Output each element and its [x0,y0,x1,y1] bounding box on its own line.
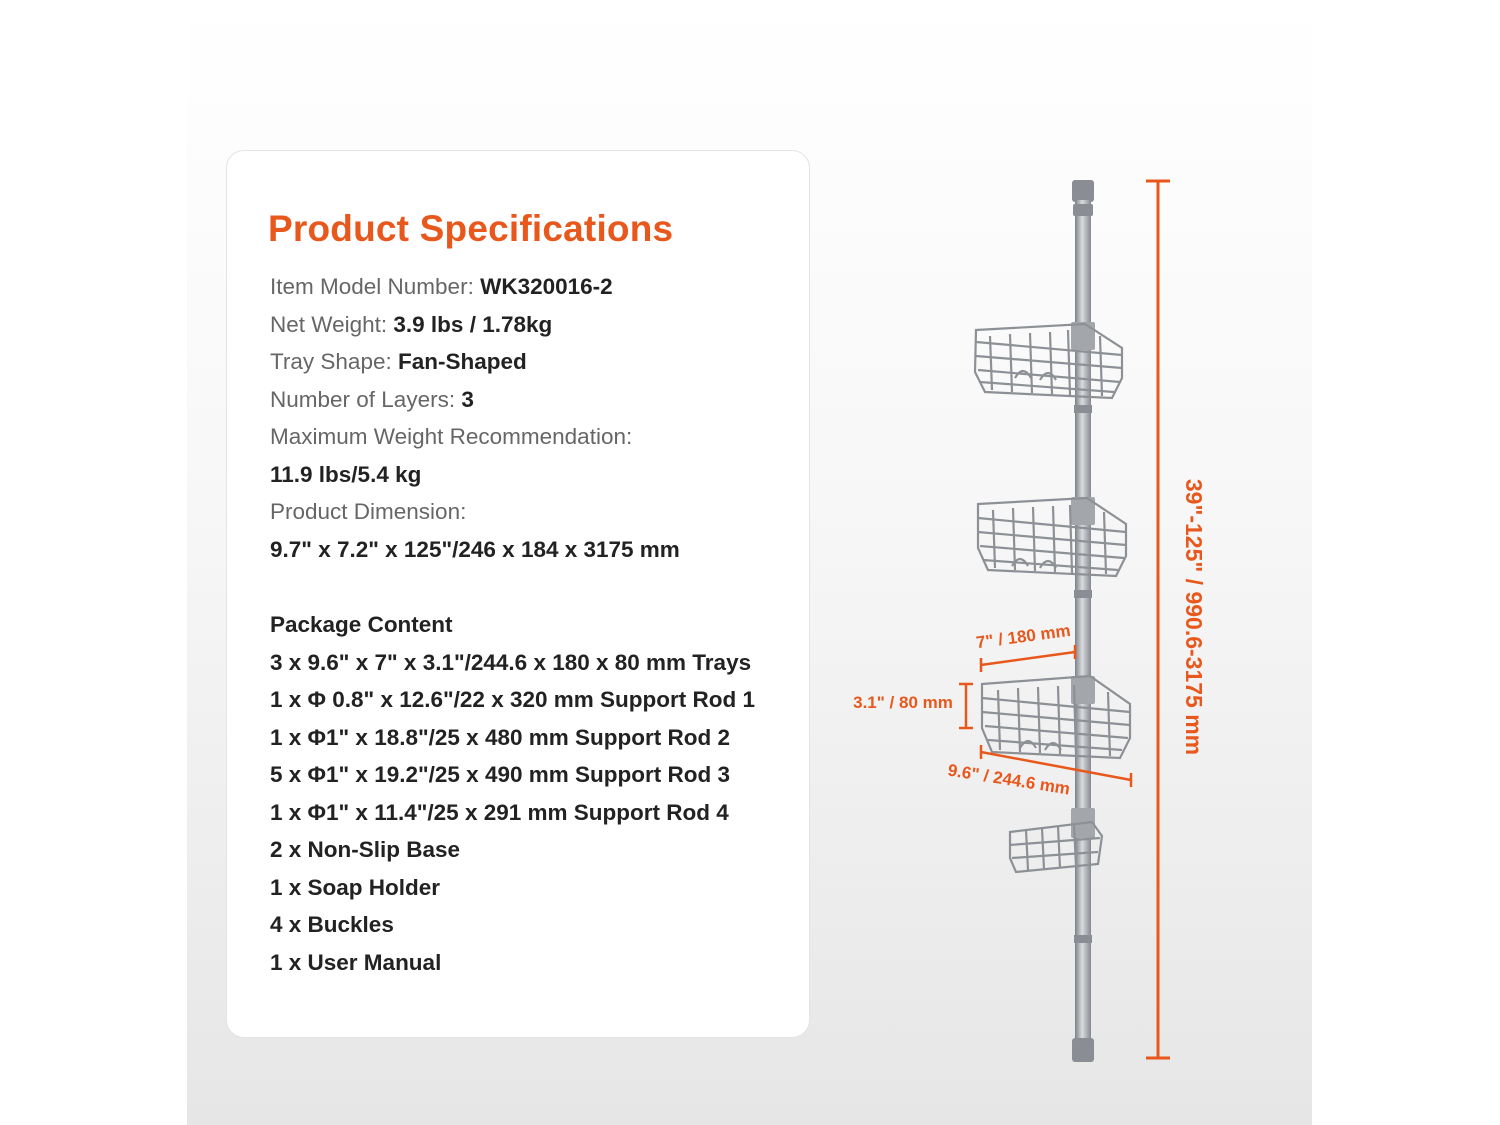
depth-dimension-label: 7" / 180 mm [974,620,1072,653]
spec-dimension-value: 9.7" x 7.2" x 125"/246 x 184 x 3175 mm [270,536,680,562]
spec-model-value: WK320016-2 [480,274,613,299]
spec-layers-label: Number of Layers: [270,386,456,412]
tension-pole [1072,180,1094,1062]
spec-dimension-label: Product Dimension: [270,499,467,524]
package-item: 1 x Φ 0.8" x 12.6"/22 x 320 mm Support Rod 1 [270,687,756,712]
width-dimension-label: 9.6" / 244.6 mm [946,760,1072,799]
spec-weight-label: Net Weight: [270,311,388,337]
spec-max-weight-value: 11.9 lbs/5.4 kg [270,461,422,487]
package-item: 5 x Φ1" x 19.2"/25 x 490 mm Support Rod 3 [270,762,730,787]
package-item: 1 x Φ1" x 11.4"/25 x 291 mm Support Rod 4 [270,799,729,825]
shelf-tray-3 [982,676,1130,758]
tray-height-dimension-label: 3.1" / 80 mm [853,693,953,712]
package-item: 4 x Buckles [270,912,394,937]
page-title: Product Specifications [268,208,674,249]
spec-max-weight-label: Maximum Weight Recommendation: [270,424,633,449]
package-item: 1 x Φ1" x 18.8"/25 x 480 mm Support Rod 2 [270,724,730,750]
spec-layers-value: 3 [461,386,474,412]
spec-tray-label: Tray Shape: [270,349,392,374]
tray-height-dimension-line [959,684,973,728]
spec-tray-value: Fan-Shaped [398,349,527,374]
package-item: 1 x Soap Holder [270,874,441,900]
spec-weight-value: 3.9 lbs / 1.78kg [393,311,553,337]
height-dimension-line [1146,181,1170,1058]
pole-top-cap [1072,180,1094,202]
shelf-tray-1 [975,322,1122,398]
height-dimension-label: 39"-125" / 990.6-3175 mm [1181,478,1207,756]
package-item: 3 x 9.6" x 7" x 3.1"/244.6 x 180 x 80 mm Trays [270,649,752,675]
package-heading: Package Content [270,612,453,637]
package-item: 2 x Non-Slip Base [270,837,461,862]
package-item: 1 x User Manual [270,949,442,975]
shelf-tray-2 [978,497,1126,576]
pole-bottom-cap [1072,1038,1094,1062]
spec-model-label: Item Model Number: [270,274,474,299]
